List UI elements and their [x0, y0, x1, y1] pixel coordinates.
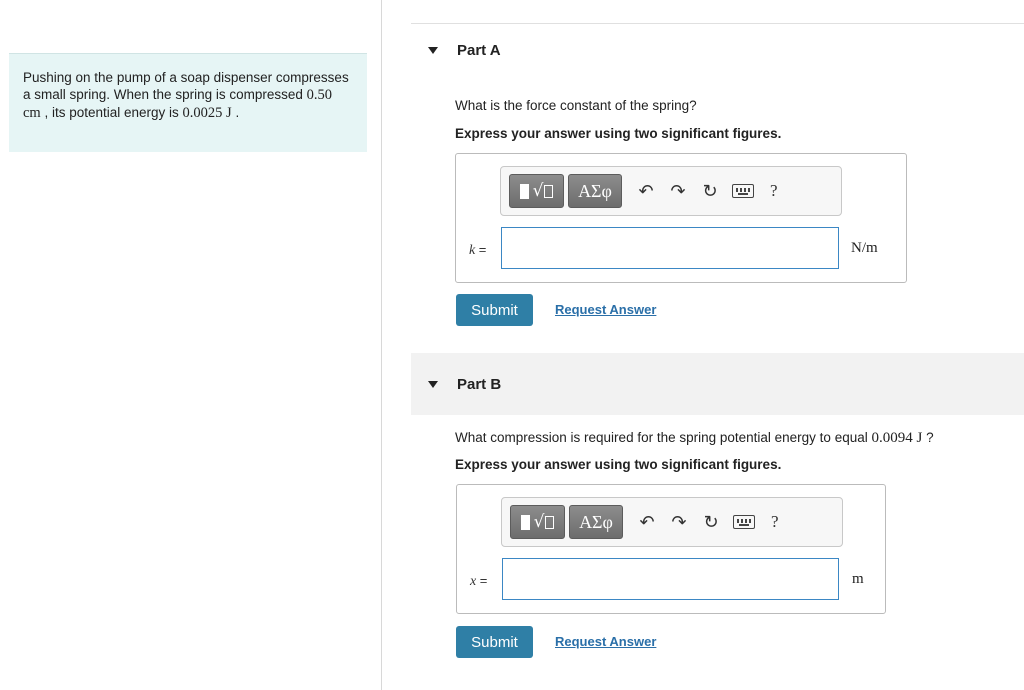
part-a-submit-button[interactable]: Submit	[456, 294, 533, 326]
undo-icon[interactable]: ↶	[638, 180, 654, 202]
reset-icon[interactable]: ↻	[702, 180, 718, 202]
target-energy-value: 0.0094 J	[871, 430, 923, 446]
templates-button[interactable]	[509, 174, 564, 208]
math-toolbar	[501, 497, 843, 547]
compression-value: 0.50 cm	[23, 87, 332, 121]
part-b-header[interactable]	[411, 353, 1024, 415]
part-b-request-answer-link[interactable]: Request Answer	[555, 634, 657, 649]
equals-sign: =	[479, 573, 488, 588]
part-a-answer-box	[455, 153, 907, 283]
help-button[interactable]: ?	[770, 181, 778, 200]
reset-icon[interactable]: ↻	[703, 511, 719, 533]
energy-value: 0.0025 J	[182, 105, 232, 121]
problem-text-1: Pushing on the pump of a soap dispenser compresses a small spring. When the spring is compressed	[23, 70, 349, 102]
part-b-question-end: ?	[922, 430, 934, 445]
answer-input[interactable]	[502, 558, 839, 600]
part-b-question-text: What compression is required for the spring potential energy to equal	[455, 430, 872, 445]
template-box-icon	[544, 185, 553, 198]
undo-icon[interactable]: ↶	[639, 511, 655, 533]
answer-input[interactable]	[501, 227, 839, 269]
help-button[interactable]: ?	[771, 512, 779, 531]
unit-label: m	[852, 571, 864, 587]
part-b-answer-box	[456, 484, 886, 614]
template-block-icon	[521, 515, 530, 530]
part-a-instruction: Express your answer using two significant figures.	[455, 126, 782, 141]
greek-symbols-button[interactable]: ΑΣφ	[568, 174, 622, 208]
templates-button[interactable]	[510, 505, 565, 539]
template-block-icon	[520, 184, 529, 199]
greek-symbols-button[interactable]: ΑΣφ	[569, 505, 623, 539]
variable-symbol: x	[470, 574, 477, 589]
keyboard-icon[interactable]	[733, 515, 755, 529]
problem-text-3: .	[231, 105, 240, 120]
redo-icon[interactable]: ↷	[671, 511, 687, 533]
unit-label: N/m	[851, 240, 878, 256]
collapse-caret-icon[interactable]	[428, 47, 438, 54]
part-a-title: Part A	[457, 41, 501, 59]
keyboard-icon[interactable]	[732, 184, 754, 198]
math-toolbar	[500, 166, 842, 216]
template-box-icon	[545, 516, 554, 529]
part-b-instruction: Express your answer using two significant figures.	[455, 457, 782, 472]
column-divider	[381, 0, 382, 690]
radical-icon: √	[532, 181, 544, 201]
part-a-header[interactable]	[411, 19, 1024, 81]
part-a-request-answer-link[interactable]: Request Answer	[555, 302, 657, 317]
collapse-caret-icon[interactable]	[428, 381, 438, 388]
part-b-question	[455, 430, 934, 447]
equals-sign: =	[478, 242, 487, 257]
radical-icon: √	[533, 512, 545, 532]
part-b-title: Part B	[457, 375, 502, 393]
variable-label	[470, 573, 487, 590]
problem-text-2: , its potential energy is	[40, 105, 183, 120]
variable-symbol: k	[469, 243, 476, 258]
part-a-question: What is the force constant of the spring?	[455, 98, 697, 113]
problem-statement	[9, 53, 367, 152]
variable-label	[469, 242, 486, 259]
redo-icon[interactable]: ↷	[670, 180, 686, 202]
part-b-submit-button[interactable]: Submit	[456, 626, 533, 658]
